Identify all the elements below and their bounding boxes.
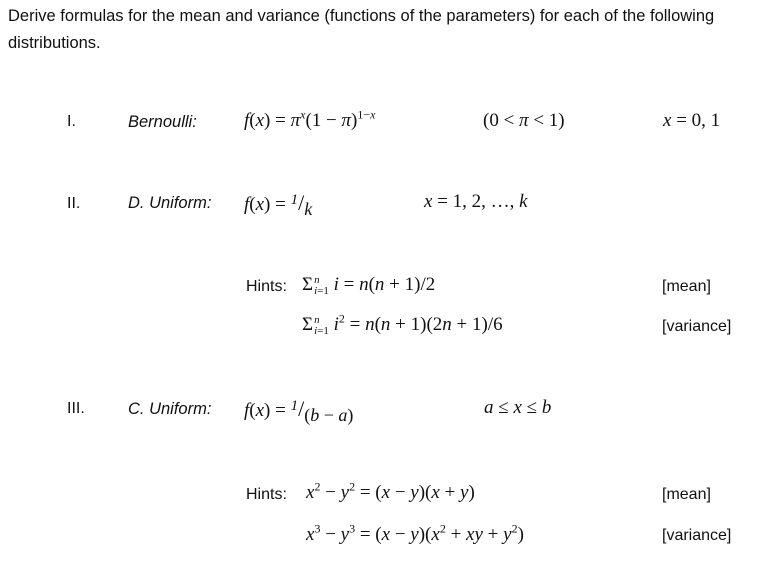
item-1-name: Bernoulli: — [128, 113, 197, 131]
hint-4-tag: [variance] — [662, 527, 732, 544]
item-1-numeral: I. — [67, 113, 76, 130]
hint-1-tag: [mean] — [662, 278, 711, 295]
bernoulli-condition: (0 < π < 1) — [483, 110, 565, 131]
hint-3-tag: [mean] — [662, 486, 711, 503]
item-3-numeral: III. — [67, 400, 85, 417]
item-2-numeral: II. — [67, 195, 81, 212]
continuous-uniform-pdf: f(x) = $^1$/(b − a) — [244, 396, 354, 425]
bernoulli-pmf: $f(x) = \pi^x(1 - \pi)^{1-x}$ — [244, 107, 376, 131]
continuous-uniform-support: a ≤ x ≤ b — [484, 397, 552, 418]
hint-difference-of-squares: $x^2 - y^2 = (x - y)(x + y)$ — [306, 479, 475, 503]
hint-sum-i-squared: Σn i=1 $i^2 = n(n + 1)(2n + 1)/6$ — [302, 311, 503, 337]
bernoulli-support: x = 0, 1 — [663, 110, 721, 131]
discrete-uniform-pmf: f(x) = $^1$/k — [244, 190, 313, 219]
item-3-name: C. Uniform: — [128, 400, 212, 418]
discrete-uniform-support: x = 1, 2, …, k — [424, 191, 528, 212]
item-2-name: D. Uniform: — [128, 194, 212, 212]
hint-sum-i: Σn i=1 i = n(n + 1)/2 — [302, 273, 436, 297]
instructions-text: Derive formulas for the mean and variance (functions of the parameters) for each of the following distributions. — [8, 7, 715, 52]
item-3-hints-label: Hints: — [246, 486, 287, 503]
hint-2-tag: [variance] — [662, 318, 732, 335]
hint-difference-of-cubes: $x^3 - y^3 = (x - y)(x^2$ + xy + $y^2$) — [306, 521, 524, 545]
item-2-hints-label: Hints: — [246, 278, 287, 295]
